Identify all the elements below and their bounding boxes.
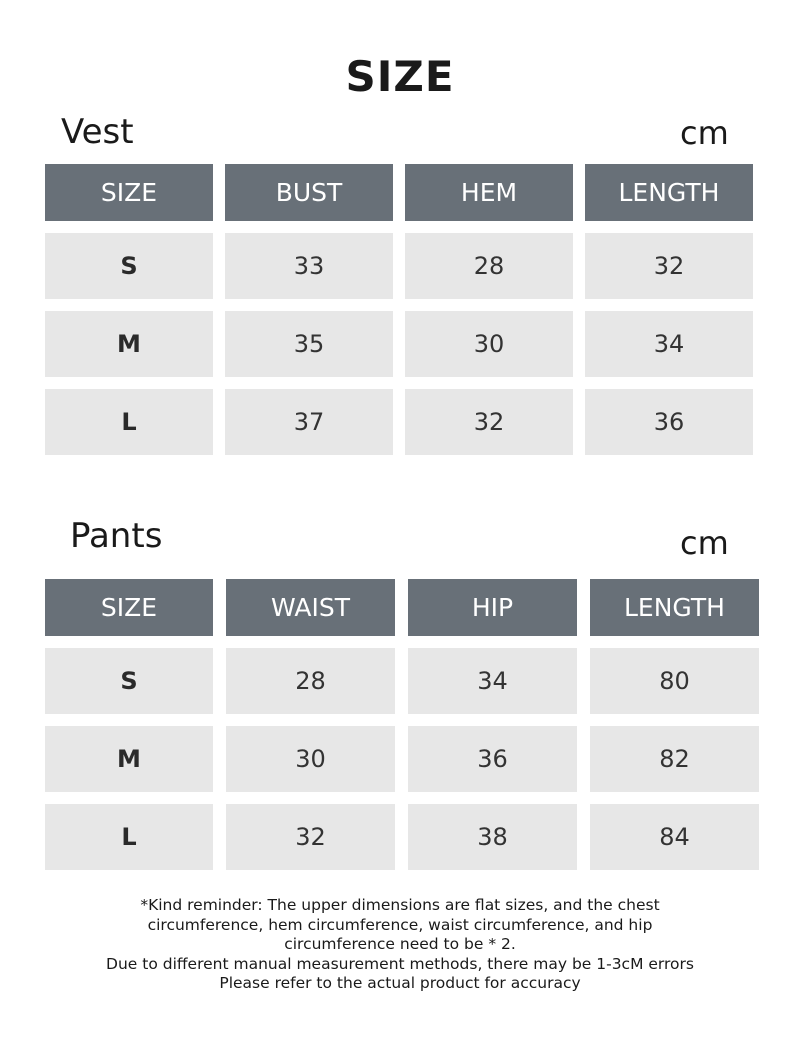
pants-size-table [45, 579, 759, 870]
vest-header-hem: HEM [405, 164, 573, 221]
vest-row-l-length: 36 [585, 389, 753, 455]
vest-row-s-bust: 33 [225, 233, 393, 299]
vest-row-s-hem: 28 [405, 233, 573, 299]
vest-row-l-bust: 37 [225, 389, 393, 455]
pants-row-l-length: 84 [590, 804, 759, 870]
vest-row-m-size: M [45, 311, 213, 377]
pants-header-hip: HIP [408, 579, 577, 636]
vest-row-m-length: 34 [585, 311, 753, 377]
page-title: SIZE [345, 52, 455, 101]
note-line: Due to different manual measurement methods, there may be 1-3cM errors [106, 954, 694, 973]
vest-section-label: Vest [61, 112, 134, 152]
pants-header-size: SIZE [45, 579, 213, 636]
vest-row-l-hem: 32 [405, 389, 573, 455]
vest-row-m-hem: 30 [405, 311, 573, 377]
pants-row-s-hip: 34 [408, 648, 577, 714]
vest-row-l-size: L [45, 389, 213, 455]
pants-row-m-size: M [45, 726, 213, 792]
vest-unit-label: cm [680, 114, 729, 152]
note-line: circumference need to be * 2. [284, 935, 516, 953]
vest-header-bust: BUST [225, 164, 393, 221]
measurement-note [0, 896, 800, 994]
pants-row-s-size: S [45, 648, 213, 714]
vest-header-size: SIZE [45, 164, 213, 221]
pants-row-s-length: 80 [590, 648, 759, 714]
pants-row-l-hip: 38 [408, 804, 577, 870]
vest-row-s-length: 32 [585, 233, 753, 299]
pants-header-waist: WAIST [226, 579, 395, 636]
pants-row-s-waist: 28 [226, 648, 395, 714]
pants-row-m-waist: 30 [226, 726, 395, 792]
note-line: Please refer to the actual product for accuracy [219, 974, 581, 992]
pants-unit-label: cm [680, 524, 729, 562]
note-line: *Kind reminder: The upper dimensions are flat sizes, and the chest [140, 896, 660, 914]
vest-header-length: LENGTH [585, 164, 753, 221]
pants-header-length: LENGTH [590, 579, 759, 636]
note-line: circumference, hem circumference, waist circumference, and hip [147, 915, 653, 934]
vest-row-s-size: S [45, 233, 213, 299]
pants-row-m-length: 82 [590, 726, 759, 792]
vest-size-table [45, 164, 753, 455]
pants-row-l-waist: 32 [226, 804, 395, 870]
pants-row-l-size: L [45, 804, 213, 870]
pants-section-label: Pants [70, 516, 163, 556]
pants-row-m-hip: 36 [408, 726, 577, 792]
vest-row-m-bust: 35 [225, 311, 393, 377]
